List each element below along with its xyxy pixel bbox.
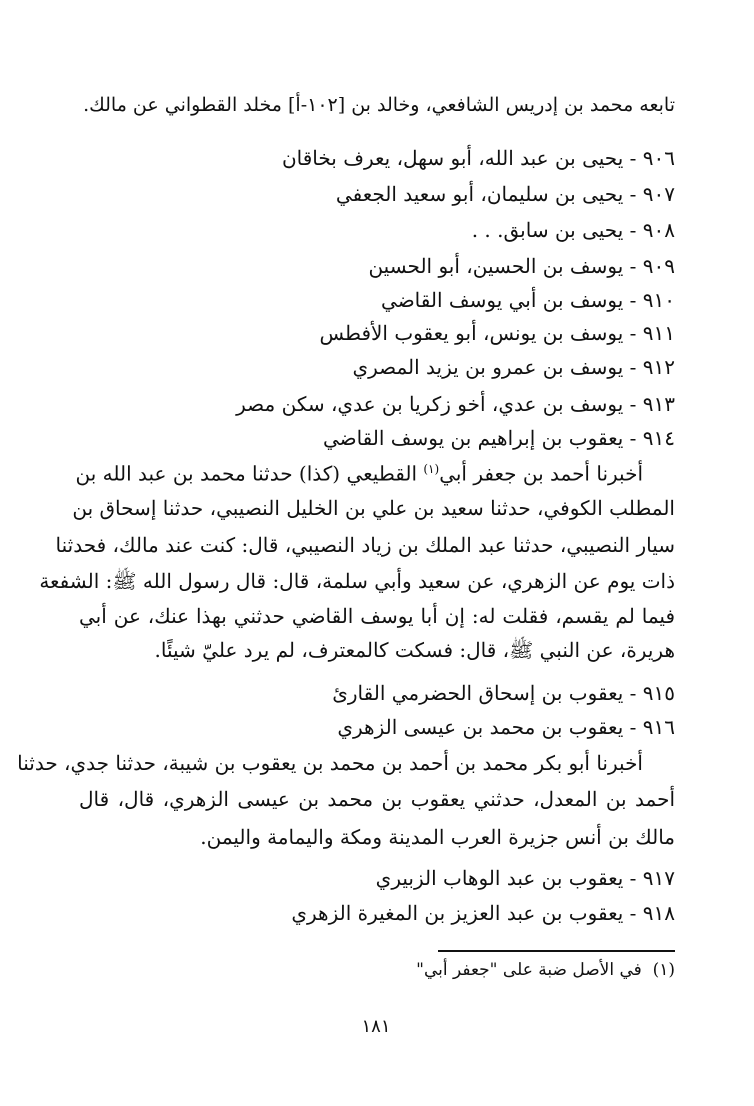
top-note: تابعه محمد بن إدريس الشافعي، وخالد بن [١٠٢-أ] مخلد القطواني عن مالك. [83,94,675,116]
entry-number: ٩١٣ [642,392,675,416]
paragraph-1-line-4: ذات يوم عن الزهري، عن سعيد وأبي سلمة، قال: قال رسول الله ﷺ: الشفعة [39,569,675,593]
paragraph-1-line-6: هريرة، عن النبي ﷺ، قال: فسكت كالمعترف، لم يرد عليّ شيئًا. [154,638,675,662]
entry-910: ٩١٠ - يوسف بن أبي يوسف القاضي [381,288,675,312]
entry-number: ٩١٤ [642,426,675,450]
entry-917: ٩١٧ - يعقوب بن عبد الوهاب الزبيري [375,866,675,890]
entry-text: يعقوب بن محمد بن عيسى الزهري [337,715,624,739]
entry-911: ٩١١ - يوسف بن يونس، أبو يعقوب الأفطس [319,321,675,345]
entry-text: يعقوب بن إبراهيم بن يوسف القاضي [322,426,624,450]
paragraph-1-line-5: فيما لم يقسم، فقلت له: إن أبا يوسف القاضي حدثني بهذا عنك، عن أبي [79,604,675,628]
entry-918: ٩١٨ - يعقوب بن عبد العزيز بن المغيرة الزهري [291,901,675,925]
paragraph-2-line-2: أحمد بن المعدل، حدثني يعقوب بن محمد بن عيسى الزهري، قال، قال [79,787,675,811]
entry-number: ٩١٢ [642,355,675,379]
entry-text: يعقوب بن عبد الوهاب الزبيري [375,866,624,890]
entry-number: ٩٠٩ [642,254,675,278]
entry-number: ٩٠٧ [642,182,675,206]
entry-916: ٩١٦ - يعقوب بن محمد بن عيسى الزهري [337,715,675,739]
paragraph-2-line-1: أخبرنا أبو بكر محمد بن أحمد بن محمد بن يعقوب بن شيبة، حدثنا جدي، حدثنا [17,751,643,775]
entry-914: ٩١٤ - يعقوب بن إبراهيم بن يوسف القاضي [322,426,675,450]
footnote [416,962,675,979]
paragraph-1-line-2: المطلب الكوفي، حدثنا سعيد بن علي بن الخليل النصيبي، حدثنا إسحاق بن [72,496,675,520]
entry-text: يعقوب بن إسحاق الحضرمي القارئ [332,681,624,705]
entry-number: ٩٠٨ [642,218,675,242]
entry-906: ٩٠٦ - يحيى بن عبد الله، أبو سهل، يعرف بخاقان [281,146,675,170]
entry-text: يحيى بن سابق. . . [471,218,624,242]
footnote-number: (١) [652,960,675,980]
entry-text: يوسف بن عمرو بن يزيد المصري [352,355,624,379]
footnote-divider [438,950,675,952]
entry-text: يحيى بن عبد الله، أبو سهل، يعرف بخاقان [281,146,624,170]
entry-number: ٩٠٦ [642,146,675,170]
entry-number: ٩١٧ [642,866,675,890]
paragraph-1-line-3: سيار النصيبي، حدثنا عبد الملك بن زياد النصيبي، قال: كنت عند مالك، فحدثنا [55,533,675,557]
entry-number: ٩١٥ [642,681,675,705]
footnote-marker: (١) [423,462,440,476]
entry-907: ٩٠٧ - يحيى بن سليمان، أبو سعيد الجعفي [335,182,675,206]
entry-913: ٩١٣ - يوسف بن عدي، أخو زكريا بن عدي، سكن مصر [236,392,675,416]
entry-909: ٩٠٩ - يوسف بن الحسين، أبو الحسين [368,254,675,278]
entry-912: ٩١٢ - يوسف بن عمرو بن يزيد المصري [352,355,675,379]
entry-text: يوسف بن يونس، أبو يعقوب الأفطس [319,321,624,345]
entry-number: ٩١٦ [642,715,675,739]
page-number: ١٨١ [361,1016,391,1037]
entry-number: ٩١٠ [642,288,675,312]
footnote-text: في الأصل ضبة على "جعفر أبي" [416,960,642,980]
entry-number: ٩١١ [642,321,675,345]
entry-text: يحيى بن سليمان، أبو سعيد الجعفي [335,182,624,206]
paragraph-text: أخبرنا أحمد بن جعفر أبي [439,461,643,486]
entry-number: ٩١٨ [642,901,675,925]
entry-text: يعقوب بن عبد العزيز بن المغيرة الزهري [291,901,624,925]
paragraph-text: القطيعي (كذا) حدثنا محمد بن عبد الله بن [75,461,424,486]
entry-915: ٩١٥ - يعقوب بن إسحاق الحضرمي القارئ [332,681,675,705]
entry-text: يوسف بن الحسين، أبو الحسين [368,254,624,278]
entry-908: ٩٠٨ - يحيى بن سابق. . . [471,218,675,242]
entry-text: يوسف بن أبي يوسف القاضي [381,288,624,312]
entry-text: يوسف بن عدي، أخو زكريا بن عدي، سكن مصر [236,392,624,416]
paragraph-2-line-3: مالك بن أنس جزيرة العرب المدينة ومكة واليمامة واليمن. [200,825,675,849]
paragraph-1-line-1 [76,463,644,484]
